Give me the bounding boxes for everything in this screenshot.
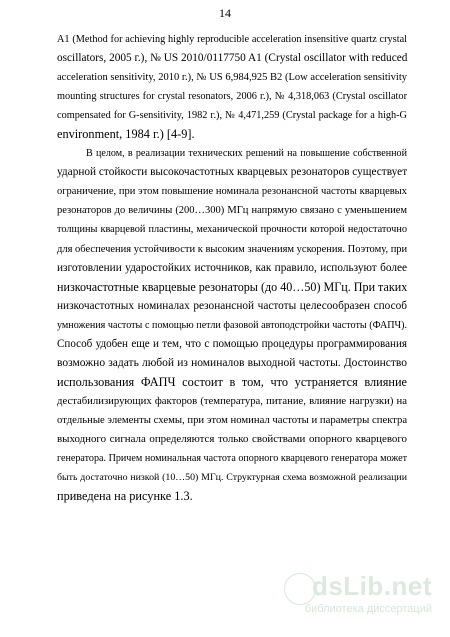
text-line: дестабилизирующих факторов (температура, питание, влияние нагрузки) на <box>57 394 407 407</box>
body-text <box>57 30 407 506</box>
text-line: ударной стойкости высокочастотных кварцевых резонаторов существует <box>57 166 408 179</box>
text-line: низкочастотных номиналах резонансной частоты целесообразен способ <box>57 299 407 312</box>
text-line: acceleration sensitivity, 2010 г.), № US 6,984,925 B2 (Low acceleration sensitivity <box>57 72 407 84</box>
text-line: низкочастотные кварцевые резонаторы (до 40…50) МГц. При таких <box>57 279 408 294</box>
text-line: A1 (Method for achieving highly reproducible acceleration insensitive quartz crystal <box>57 34 407 45</box>
text-line: Способ удобен еще и тем, что с помощью процедуры программирования <box>57 337 407 350</box>
text-line: compensated for G-sensitivity, 1982 г.), № 4,471,259 (Crystal package for a high-G <box>57 110 407 122</box>
text-line: В целом, в реализации технических решений на повышение собственной <box>86 148 407 160</box>
watermark-logo: dsLib.net <box>311 571 432 601</box>
text-line: environment, 1984 г.) [4-9]. <box>57 127 195 142</box>
text-line: oscillators, 2005 г.), № US 2010/0117750 A1 (Crystal oscillator with reduced <box>57 52 408 65</box>
text-line: быть достаточно низкой (10…50) МГц. Структурная схема возможной реализации <box>57 472 407 484</box>
text-line: умножения частоты с помощью петли фазовой автоподстройки частоты (ФАПЧ). <box>57 319 407 331</box>
text-line: приведена на рисунке 1.3. <box>57 489 193 504</box>
text-line: генератора. Причем номинальная частота опорного кварцевого генератора может <box>57 453 407 465</box>
text-line: mounting structures for crystal resonators, 2006 г.), № 4,318,063 (Crystal oscillator <box>57 91 407 103</box>
text-line: использования ФАПЧ состоит в том, что устраняется влияние <box>57 374 407 389</box>
watermark-subtitle: библиотека диссертаций <box>304 603 432 615</box>
text-line: толщины кварцевой пластины, механической прочности которой недостаточно <box>57 224 407 236</box>
watermark <box>284 571 434 629</box>
text-line: выходного сигнала определяются только свойствами опорного кварцевого <box>57 432 407 445</box>
text-line: отдельные элементы схемы, при этом номинал частоты и параметры спектра <box>57 413 408 426</box>
text-line: изготовлении ударостойких источников, как правило, используют более <box>57 261 407 274</box>
page-number: 14 <box>219 6 231 20</box>
text-line: для обеспечения устойчивости к высоким значениям ускорения. Поэтому, при <box>57 243 408 255</box>
text-line: резонаторов до величины (200…300) МГц напрямую связано с уменьшением <box>57 205 407 217</box>
text-line: ограничение, при этом повышение номинала резонансной частоты кварцевых <box>57 186 407 198</box>
text-line: возможно задать любой из номиналов выходной частоты. Достоинство <box>57 356 407 369</box>
